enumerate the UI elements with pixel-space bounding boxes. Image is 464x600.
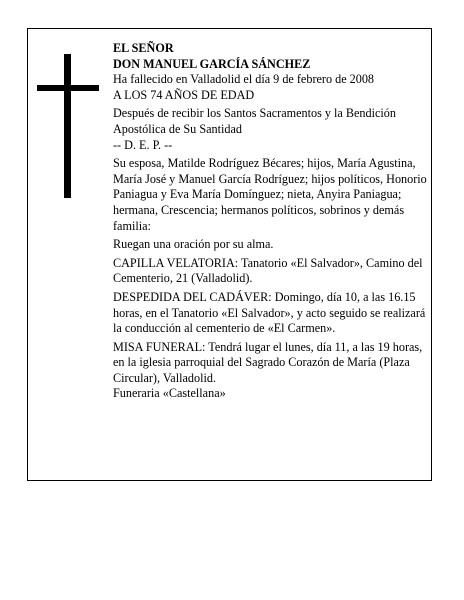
latin-cross-icon: [37, 54, 99, 198]
chapel-text: CAPILLA VELATORIA: Tanatorio «El Salvador», Camino del Cementerio, 21 (Valladolid).: [113, 255, 423, 286]
farewell-text: DESPEDIDA DEL CADÁVER: Domingo, día 10, a las 16.15 horas, en el Tanatorio «El Salvador», y acto seguido se realizará la conducción al cementerio de «El Carmen».: [113, 289, 426, 336]
family-text: Su esposa, Matilde Rodríguez Bécares; hijos, María Agustina, María José y Manuel García Rodríguez; hijos políticos, Honorio Paniagua y Eva María Domínguez; nieta, Anyira Paniagua; hermana, Crescencia; hermanos políticos, sobrinos y demás familia:: [113, 156, 427, 233]
obituary-text: [113, 41, 427, 402]
cross-horizontal-bar: [37, 85, 99, 91]
death-line: Ha fallecido en Valladolid el día 9 de febrero de 2008: [113, 72, 375, 87]
title-line-1: EL SEÑOR: [113, 41, 174, 55]
prayer-text: Ruegan una oración por su alma.: [113, 237, 274, 252]
deceased-name: DON MANUEL GARCÍA SÁNCHEZ: [113, 56, 311, 71]
mass-text: MISA FUNERAL: Tendrá lugar el lunes, día 11, a las 19 horas, en la iglesia parroquial del Sagrado Corazón de María (Plaza Circular), Valladolid.: [113, 339, 423, 385]
age-line: A LOS 74 AÑOS DE EDAD: [113, 87, 255, 102]
funeral-home-text: Funeraria «Castellana»: [113, 386, 226, 401]
sacraments-text: Después de recibir los Santos Sacramentos y la Bendición Apostólica de Su Santidad: [113, 106, 396, 136]
dep-line: -- D. E. P. --: [113, 137, 173, 152]
cross-vertical-bar: [64, 54, 71, 198]
